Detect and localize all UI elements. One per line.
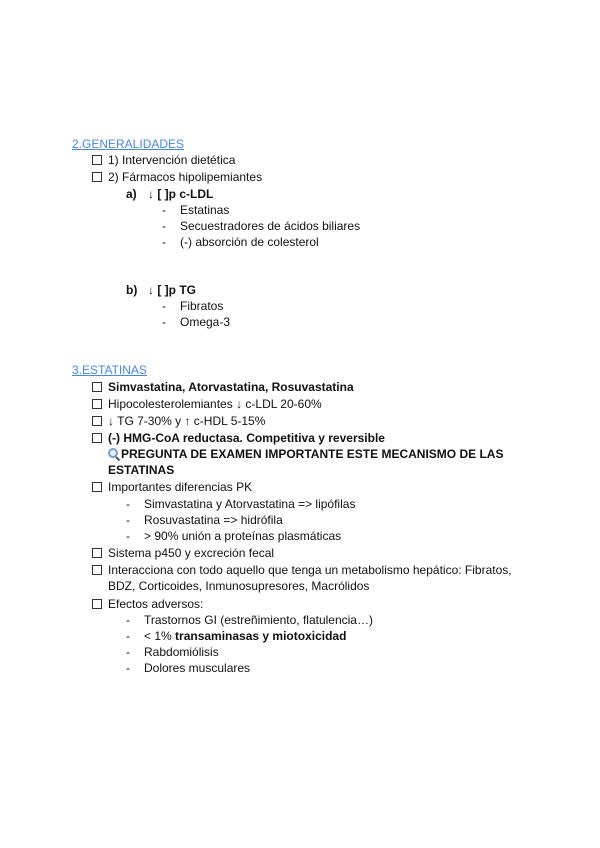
sublist-label-a: a) <box>126 187 137 201</box>
list-item: - Dolores musculares <box>126 661 251 675</box>
list-item: 2) Fármacos hipolipemiantes <box>92 169 262 185</box>
list-item: Interacciona con todo aquello que tenga un metabolismo hepático: Fibratos, <box>92 562 512 578</box>
list-item: - Estatinas <box>162 203 230 217</box>
sublist-heading-tg: ↓ [ ]p TG <box>148 283 196 297</box>
checkbox-icon[interactable] <box>92 382 102 392</box>
checkbox-icon[interactable] <box>92 416 102 426</box>
list-item: - (-) absorción de colesterol <box>162 235 319 249</box>
list-item: - Secuestradores de ácidos biliares <box>162 219 361 233</box>
magnifier-icon <box>108 448 120 460</box>
list-item: - > 90% unión a proteínas plasmáticas <box>126 529 342 543</box>
list-item: (-) HMG-CoA reductasa. Competitiva y reversible <box>92 430 385 446</box>
checkbox-icon[interactable] <box>92 399 102 409</box>
section-title-estatinas: 3.ESTATINAS <box>72 363 147 377</box>
list-item: - Rosuvastatina => hidrófila <box>126 513 283 527</box>
section-title-generalidades: 2.GENERALIDADES <box>72 137 185 151</box>
checkbox-icon[interactable] <box>92 482 102 492</box>
list-item: Simvastatina, Atorvastatina, Rosuvastatina <box>92 379 354 395</box>
list-item: - Trastornos GI (estreñimiento, flatulencia…) <box>126 613 373 627</box>
list-item-continued: BDZ, Corticoides, Inmunosupresores, Macrólidos <box>108 579 370 593</box>
list-item: ↓ TG 7-30% y ↑ c-HDL 5-15% <box>92 413 265 429</box>
list-item: - Simvastatina y Atorvastatina => lipófilas <box>126 497 356 511</box>
list-item: Sistema p450 y excreción fecal <box>92 545 274 561</box>
list-item: - Omega-3 <box>162 315 231 329</box>
list-item: 1) Intervención dietética <box>92 152 235 168</box>
sublist-heading-ldl: ↓ [ ]p c-LDL <box>148 187 214 201</box>
list-item: Hipocolesterolemiantes ↓ c-LDL 20-60% <box>92 396 322 412</box>
list-item: Importantes diferencias PK <box>92 479 252 495</box>
checkbox-icon[interactable] <box>92 172 102 182</box>
checkbox-icon[interactable] <box>92 548 102 558</box>
sublist-label-b: b) <box>126 283 138 297</box>
exam-note: PREGUNTA DE EXAMEN IMPORTANTE ESTE MECANISMO DE LAS <box>108 446 503 462</box>
list-item: Efectos adversos: <box>92 596 203 612</box>
exam-note-continued: ESTATINAS <box>108 463 175 477</box>
list-item: - Fibratos <box>162 299 224 313</box>
checkbox-icon[interactable] <box>92 565 102 575</box>
checkbox-icon[interactable] <box>92 433 102 443</box>
list-item: - < 1% transaminasas y miotoxicidad <box>126 629 347 643</box>
checkbox-icon[interactable] <box>92 155 102 165</box>
list-item: - Rabdomiólisis <box>126 645 219 659</box>
checkbox-icon[interactable] <box>92 599 102 609</box>
